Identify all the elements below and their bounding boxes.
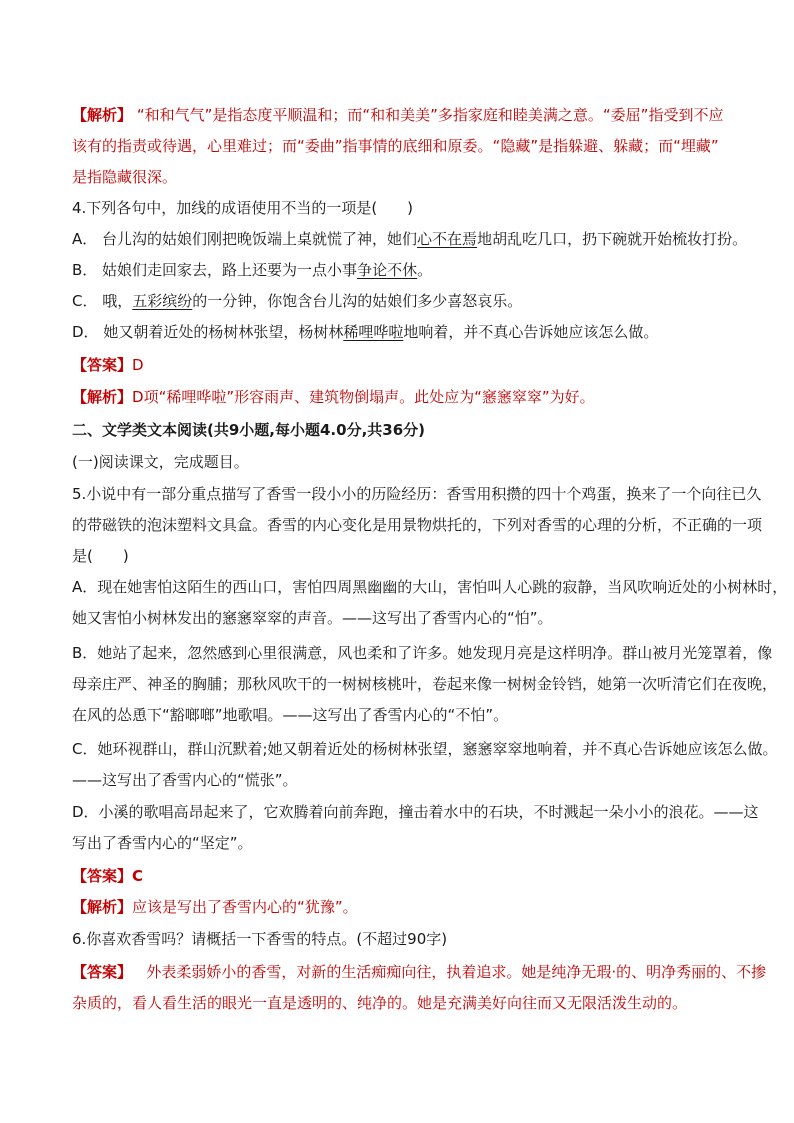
answer-tag: 【答案】 xyxy=(72,356,133,374)
answer-tag: 【答案】 xyxy=(72,963,133,981)
q5-option-b-line-2: 母亲庄严、神圣的胸脯；那秋风吹干的一树树核桃叶，卷起来像一树树金铃铛，她第一次听清它们在夜晚， xyxy=(72,675,778,693)
q5-option-d-line-1: D．小溪的歌唱高昂起来了，它欢腾着向前奔跑，撞击着水中的石块，不时溅起一朵小小的浪花。——这 xyxy=(72,803,759,821)
q3-analysis-line-3: 是指隐藏很深。 xyxy=(72,168,178,186)
q5-option-a-line-2: 她又害怕小树林发出的窸窸窣窣的声音。——这写出了香雪内心的“怕”。 xyxy=(72,609,553,627)
q4-answer: 【答案】D xyxy=(72,356,144,374)
q4-option-b: B． 姑娘们走回家去，路上还要为一点小事争论不休。 xyxy=(72,261,433,279)
q5-option-d-line-2: 写出了香雪内心的“坚定”。 xyxy=(72,834,253,852)
q5-option-a-line-1: A．现在她害怕这陌生的西山口，害怕四周黑幽幽的大山，害怕叫人心跳的寂静，当风吹响近处的小树林时， xyxy=(72,578,788,596)
q4-analysis: 【解析】D项“稀哩哗啦”形容雨声、建筑物倒塌声。此处应为“窸窸窣窣”为好。 xyxy=(72,388,595,406)
q4-option-a: A． 台儿沟的姑娘们刚把晚饭端上桌就慌了神，她们心不在焉地胡乱吃几口，扔下碗就开始梳妆打扮。 xyxy=(72,230,748,248)
q5-option-c-line-1: C．她环视群山，群山沉默着;她又朝着近处的杨树林张望，窸窸窣窣地响着，并不真心告诉她应该怎么做。 xyxy=(72,740,778,758)
q5-option-c-line-2: ——这写出了香雪内心的“慌张”。 xyxy=(72,771,298,789)
underlined-idiom: 争论不休 xyxy=(357,261,418,279)
q4-option-c: C． 哦，五彩缤纷的一分钟，你饱含台儿沟的姑娘们多少喜怒哀乐。 xyxy=(72,292,523,310)
section-subtitle: (一)阅读课文，完成题目。 xyxy=(72,453,249,471)
q4-stem: 4.下列各句中，加线的成语使用不当的一项是( ) xyxy=(72,199,414,217)
underlined-idiom: 心不在焉 xyxy=(417,230,478,248)
q6-answer-line-1: 【答案】 外表柔弱娇小的香雪，对新的生活痴痴向往，执着追求。她是纯净无瑕·的、明净秀丽的、不掺 xyxy=(72,963,767,981)
q5-option-b-line-3: 在风的怂恿下“豁啷啷”地歌唱。——这写出了香雪内心的“不怕”。 xyxy=(72,706,509,724)
q5-stem-line-2: 的带磁铁的泡沫塑料文具盒。香雪的内心变化是用景物烘托的，下列对香雪的心理的分析，不正确的一项 xyxy=(72,516,763,534)
q5-option-b-line-1: B．她站了起来，忽然感到心里很满意，风也柔和了许多。她发现月亮是这样明净。群山被月光笼罩着，像 xyxy=(72,644,773,662)
q3-analysis-line-1: 【解析】 “和和气气”是指态度平顺温和；而“和和美美”多指家庭和睦美满之意。“委屈”指受到不应 xyxy=(72,106,724,124)
analysis-tag: 【解析】 xyxy=(72,106,133,124)
q6-stem: 6.你喜欢香雪吗？请概括一下香雪的特点。(不超过90字) xyxy=(72,930,448,948)
q3-analysis-line-2: 该有的指责或待遇，心里难过；而“委曲”指事情的底细和原委。“隐藏”是指躲避、躲藏；而“埋藏” xyxy=(72,137,719,155)
analysis-tag: 【解析】 xyxy=(72,898,133,916)
q5-stem-line-1: 5.小说中有一部分重点描写了香雪一段小小的历险经历：香雪用积攒的四十个鸡蛋，换来了一个向往已久 xyxy=(72,485,762,503)
analysis-tag: 【解析】 xyxy=(72,388,133,406)
answer-tag: 【答案】 xyxy=(72,867,133,885)
underlined-idiom: 五彩缤纷 xyxy=(132,292,193,310)
q5-analysis: 【解析】应该是写出了香雪内心的“犹豫”。 xyxy=(72,898,358,916)
q5-answer: 【答案】C xyxy=(72,867,144,885)
q5-stem-line-3: 是( ) xyxy=(72,547,129,565)
underlined-idiom: 稀哩哗啦 xyxy=(343,323,404,341)
section-title: 二、文学类文本阅读(共9小题,每小题4.0分,共36分) xyxy=(72,421,425,439)
q6-answer-line-2: 杂质的，看人看生活的眼光一直是透明的、纯净的。她是充满美好向往而又无限活泼生动的。 xyxy=(72,994,688,1012)
q4-option-d: D． 她又朝着近处的杨树林张望，杨树林稀哩哗啦地响着，并不真心告诉她应该怎么做。 xyxy=(72,323,659,341)
